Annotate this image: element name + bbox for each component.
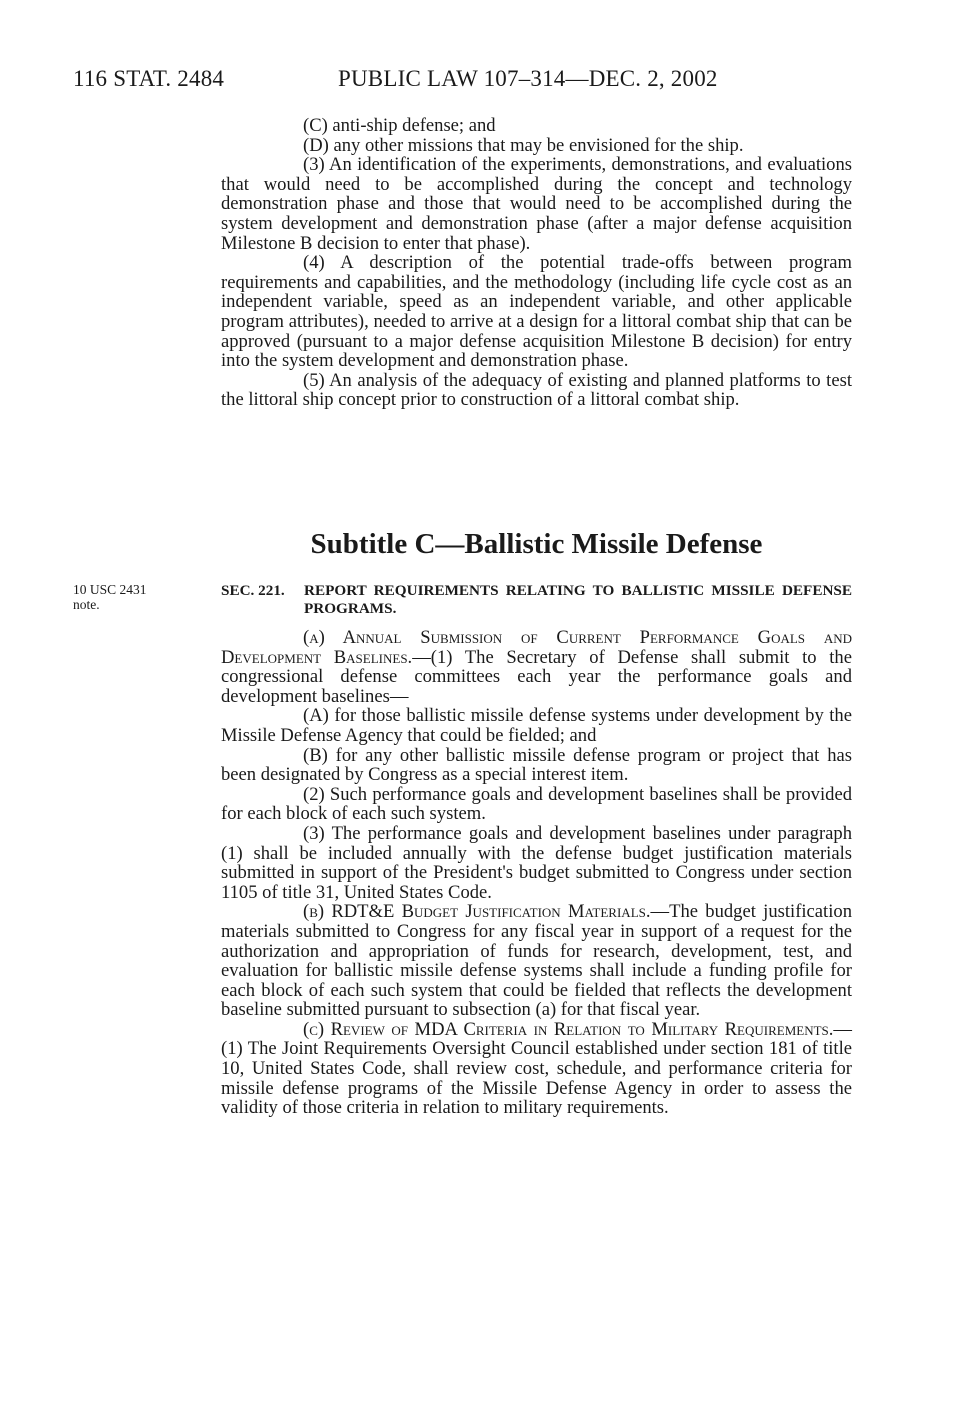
clause-a-B: (B) for any other ballistic missile defense program or project that has been designated by Congress as a special interest item. [221, 744, 852, 786]
page-reference: 116 STAT. 2484 [73, 66, 225, 91]
paragraph-a-2: (2) Such performance goals and development baselines shall be provided for each block of each such system. [221, 783, 852, 825]
paragraph-4: (4) A description of the potential trade-offs between program requirements and capabilities, and the methodology (including life cycle cost as an independent variable, speed as an independent variable, and other applicable program attributes), needed to arrive at a design for a littoral combat ship that can be approved (pursuant to a major defense acquisition Milestone B decision) for entry into the system development and demonstration phase. [221, 252, 852, 372]
subsection-a-heading: (a) Annual Submission of Current Performance Goals and Development Baselines. [221, 627, 852, 668]
clause-a-A: (A) for those ballistic missile defense systems under development by the Missile Defense Agency that could be fielded; and [221, 705, 852, 746]
subsection-c-heading: (c) Review of MDA Criteria in Relation to Military Requirements. [303, 1018, 834, 1040]
subsection-c [221, 1020, 852, 1118]
paragraph-d: (D) any other missions that may be envisioned for the ship. [303, 134, 744, 156]
subsection-a-text: —(1) The Secretary of Defense shall submit to the congressional defense committees each year the performance goals and development baselines— [221, 646, 852, 707]
paragraph-a-3: (3) The performance goals and development baselines under paragraph (1) shall be included annually with the defense budget justification materials submitted in support of the President's budget submitted to Congress under section 1105 of title 31, United States Code. [221, 822, 852, 903]
paragraph-c: (C) anti-ship defense; and [303, 115, 496, 136]
margin-note-label: note. [73, 597, 100, 612]
subtitle-heading: Subtitle C—Ballistic Missile Defense [310, 528, 763, 560]
section-heading [221, 582, 852, 618]
page-header [0, 66, 954, 96]
section-number: SEC. 221. [221, 582, 285, 599]
continued-provisions [221, 116, 852, 410]
margin-note [73, 582, 193, 612]
subsection-b-heading: (b) RDT&E Budget Justification Materials. [303, 901, 651, 923]
section-body [221, 628, 852, 1118]
subsection-a [221, 628, 852, 706]
subsection-c-text: —(1) The Joint Requirements Oversight Council established under section 181 of title 10, United States Code, shall review cost, schedule, and performance criteria for missile defense programs of the Missile Defense Agency in order to assess the validity of those criteria in relation to military requirements. [221, 1018, 852, 1119]
subsection-b [221, 902, 852, 1020]
law-reference: PUBLIC LAW 107–314—DEC. 2, 2002 [338, 66, 718, 91]
section-title: REPORT REQUIREMENTS RELATING TO BALLISTIC MISSILE DEFENSE PROGRAMS. [304, 582, 852, 617]
paragraph-5: (5) An analysis of the adequacy of existing and planned platforms to test the littoral ship concept prior to construction of a littoral combat ship. [221, 369, 852, 411]
subsection-b-text: —The budget justification materials submitted to Congress for any fiscal year in support of a request for the authorization and appropriation of funds for research, development, test, and evaluation for ballistic missile defense systems shall include a funding profile for each block of each such system that could be fielded that reflects the development baseline submitted pursuant to subsection (a) for that fiscal year. [221, 901, 852, 1021]
paragraph-3: (3) An identification of the experiments, demonstrations, and evaluations that would need to be accomplished during the concept and technology demonstration phase and those that would need to be accomplished during the system development and demonstration phase (after a major defense acquisition Milestone B decision to enter that phase). [221, 154, 852, 254]
margin-note-citation: 10 USC 2431 [73, 582, 147, 597]
